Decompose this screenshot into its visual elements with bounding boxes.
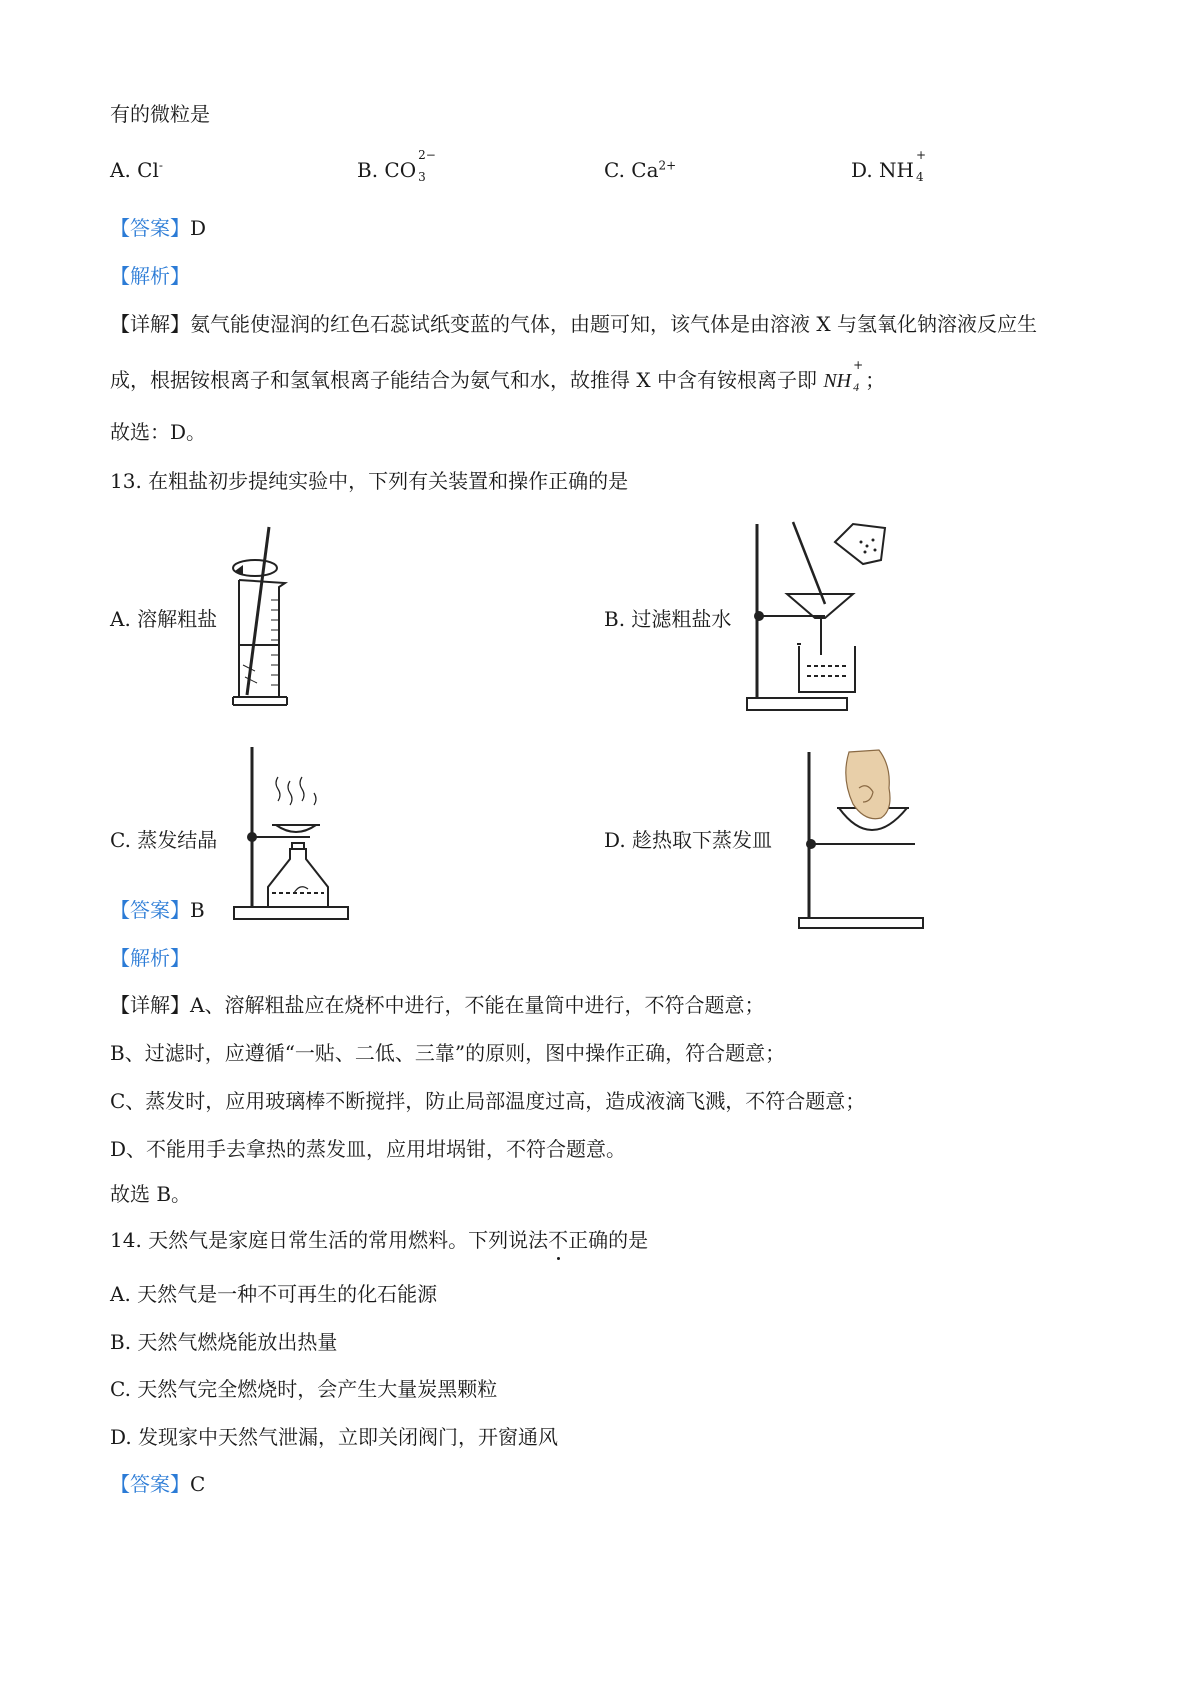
figure-evaporation bbox=[228, 743, 358, 923]
q13-option-c: C. 蒸发结晶 bbox=[110, 828, 218, 852]
q13-detail-c: C、蒸发时，应用玻璃棒不断搅拌，防止局部温度过高，造成液滴飞溅，不符合题意； bbox=[110, 1089, 866, 1113]
option-c: C. $Ca^{2+}$ bbox=[604, 158, 677, 182]
figure-dissolve-in-cylinder bbox=[225, 525, 305, 710]
q13-option-d: D. 趁热取下蒸发皿 bbox=[604, 828, 773, 852]
emphasis-dot-char: 不 bbox=[548, 1228, 569, 1252]
q14-answer-line: 【答案】C bbox=[110, 1472, 206, 1496]
choose-line: 故选：D。 bbox=[110, 420, 207, 444]
option-b: B. CO 2− 3 bbox=[357, 148, 436, 184]
option-d: D. NH + 4 bbox=[851, 148, 927, 184]
analysis-tag: 【解析】 bbox=[110, 264, 190, 288]
option-a: A. Cl- bbox=[110, 158, 163, 182]
answer-line: 【答案】D bbox=[110, 216, 207, 240]
q14-stem: 14. 天然气是家庭日常生活的常用燃料。下列说法不正确的是 bbox=[110, 1228, 649, 1252]
q14-option-a: A. 天然气是一种不可再生的化石能源 bbox=[110, 1282, 438, 1306]
detail-line-1: 【详解】氨气能使湿润的红色石蕊试纸变蓝的气体，由题可知，该气体是由溶液 X 与氢氧化钠溶液反应生 bbox=[110, 312, 1037, 336]
detail-line-2: 成，根据铵根离子和氢氧根离子能结合为氨气和水，故推得 X 中含有铵根离子即 NH + 4 ； bbox=[110, 358, 886, 394]
q13-analysis-tag: 【解析】 bbox=[110, 946, 190, 970]
figure-filtration bbox=[745, 520, 920, 715]
q13-detail-b: B、过滤时，应遵循“一贴、二低、三靠”的原则，图中操作正确，符合题意； bbox=[110, 1041, 786, 1065]
q13-detail-a: 【详解】A、溶解粗盐应在烧杯中进行，不能在量筒中进行，不符合题意； bbox=[110, 993, 765, 1017]
q14-option-c: C. 天然气完全燃烧时，会产生大量炭黑颗粒 bbox=[110, 1377, 498, 1401]
q13-answer-line: 【答案】B bbox=[110, 898, 205, 922]
figure-take-dish-by-hand bbox=[795, 748, 935, 933]
q13-stem: 13. 在粗盐初步提纯实验中，下列有关装置和操作正确的是 bbox=[110, 469, 629, 493]
q13-option-b: B. 过滤粗盐水 bbox=[604, 607, 732, 631]
q13-choose: 故选 B。 bbox=[110, 1182, 192, 1206]
q13-detail-d: D、不能用手去拿热的蒸发皿，应用坩埚钳，不符合题意。 bbox=[110, 1137, 627, 1161]
q14-option-d: D. 发现家中天然气泄漏，立即关闭阀门，开窗通风 bbox=[110, 1425, 559, 1449]
q13-option-a: A. 溶解粗盐 bbox=[110, 607, 218, 631]
q14-option-b: B. 天然气燃烧能放出热量 bbox=[110, 1330, 338, 1354]
continuation-text: 有的微粒是 bbox=[110, 102, 210, 126]
